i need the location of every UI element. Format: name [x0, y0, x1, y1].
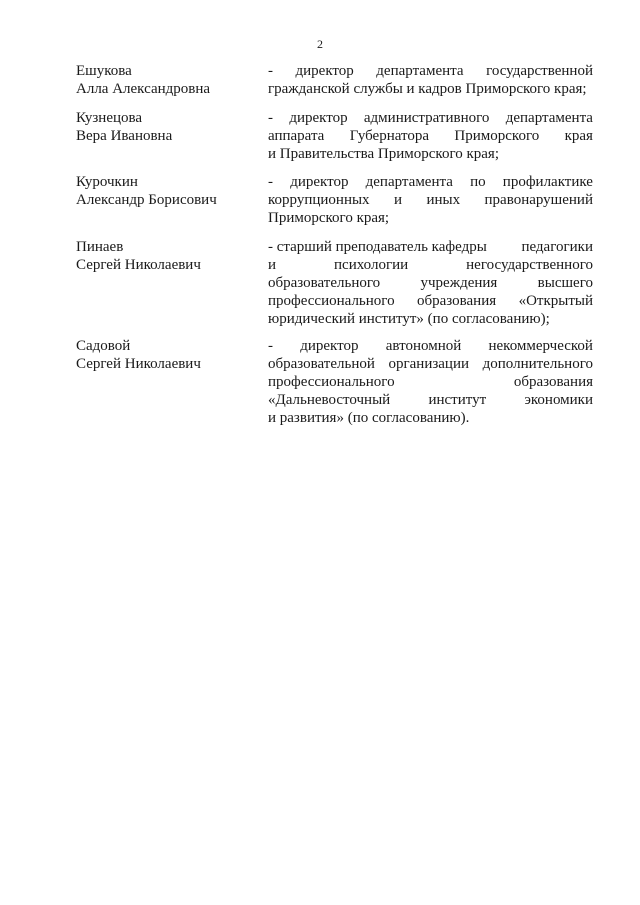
member-given-names: Вера Ивановна [76, 128, 173, 144]
position-word: образовательной [268, 356, 375, 372]
member-surname: Курочкин [76, 174, 138, 190]
position-word: автономной [385, 338, 462, 354]
position-line [268, 238, 593, 256]
position-line [268, 173, 593, 191]
position-word: - [268, 338, 273, 354]
position-word: - [268, 63, 273, 79]
position-line [268, 256, 593, 274]
position-word: образования [417, 293, 497, 309]
position-word: организации [388, 356, 470, 372]
member-surname: Ешукова [76, 63, 132, 79]
position-word: образования [513, 374, 593, 390]
position-word: Губернатора [349, 128, 430, 144]
position-word: департамента [376, 63, 464, 79]
member-name [76, 173, 256, 209]
member-surname: Садовой [76, 338, 131, 354]
position-word: учреждения [420, 275, 498, 291]
member-position [268, 62, 593, 98]
member-name [76, 337, 256, 373]
position-line [268, 391, 593, 409]
position-line [268, 355, 593, 373]
member-position [268, 337, 593, 427]
position-line: гражданской службы и кадров Приморского края; [268, 81, 587, 97]
position-word: профессионального [268, 293, 395, 309]
position-word: департамента [365, 174, 453, 190]
position-line: и Правительства Приморского края; [268, 146, 499, 162]
position-word: иных [426, 192, 461, 208]
position-word: психологии [334, 257, 409, 273]
position-line [268, 292, 593, 310]
member-position [268, 173, 593, 227]
position-word: и [268, 257, 277, 273]
position-word: департамента [505, 110, 593, 126]
position-word: коррупционных [268, 192, 370, 208]
position-word: экономики [524, 392, 593, 408]
position-line [268, 274, 593, 292]
position-word: аппарата [268, 128, 325, 144]
position-line [268, 337, 593, 355]
position-word: края [564, 128, 593, 144]
member-name [76, 62, 256, 98]
position-word: «Дальневосточный [268, 392, 391, 408]
position-word: - [268, 110, 273, 126]
member-given-names: Сергей Николаевич [76, 257, 201, 273]
position-word: высшего [537, 275, 593, 291]
member-name [76, 238, 256, 274]
position-word: «Открытый [518, 293, 593, 309]
position-word: правонарушений [484, 192, 593, 208]
position-line [268, 127, 593, 145]
position-line [268, 373, 593, 391]
position-line: юридический институт» (по согласованию); [268, 311, 550, 327]
position-word: профилактике [502, 174, 593, 190]
position-word: педагогики [521, 239, 593, 255]
position-word: дополнительного [482, 356, 593, 372]
member-position [268, 238, 593, 328]
position-word: директор [290, 174, 349, 190]
position-word: административного [363, 110, 490, 126]
position-word: негосударственного [466, 257, 593, 273]
position-word: профессионального [268, 374, 395, 390]
position-word: государственной [486, 63, 593, 79]
position-word: образовательного [268, 275, 381, 291]
position-word: институт [428, 392, 487, 408]
position-line [268, 191, 593, 209]
member-given-names: Сергей Николаевич [76, 356, 201, 372]
position-word: - [268, 174, 273, 190]
page-number: 2 [317, 37, 323, 51]
position-line: и развития» (по согласованию). [268, 410, 470, 426]
position-word: некоммерческой [488, 338, 593, 354]
position-word: директор [295, 63, 354, 79]
position-line [268, 62, 593, 80]
position-line: Приморского края; [268, 210, 390, 226]
position-word: по [470, 174, 486, 190]
position-line [268, 109, 593, 127]
position-word: директор [289, 110, 348, 126]
member-position [268, 109, 593, 163]
member-surname: Кузнецова [76, 110, 143, 126]
position-word: Приморского [454, 128, 540, 144]
member-given-names: Алла Александровна [76, 81, 211, 97]
member-given-names: Александр Борисович [76, 192, 217, 208]
member-surname: Пинаев [76, 239, 124, 255]
position-word: и [393, 192, 403, 208]
position-word: директор [300, 338, 359, 354]
member-name [76, 109, 256, 145]
position-word: - старший преподаватель кафедры [268, 239, 487, 255]
